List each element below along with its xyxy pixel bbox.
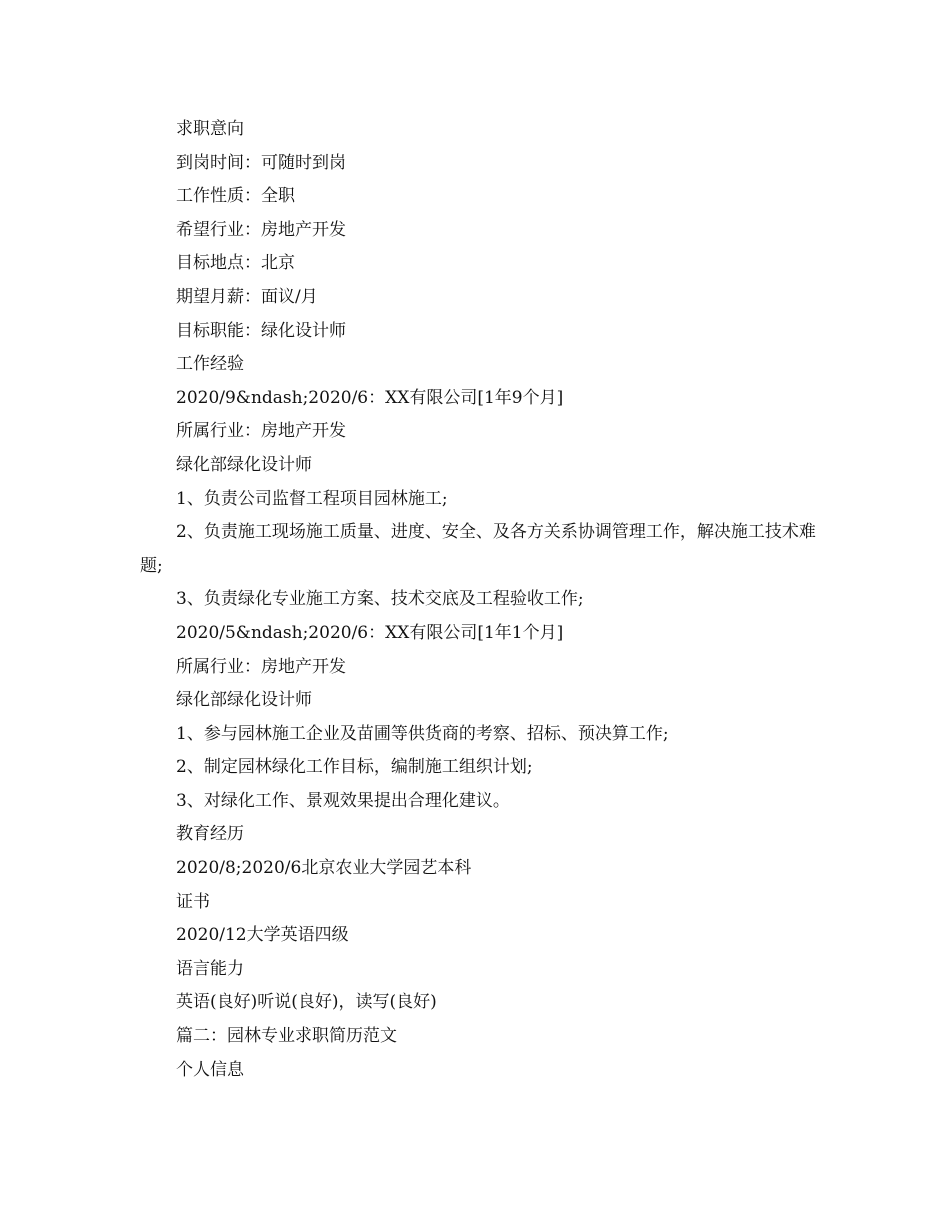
heading-job-intention: 求职意向 <box>176 119 244 139</box>
text-line: 目标地点：北京 <box>176 253 295 274</box>
text-line: 2020/5&ndash;2020/6：XX有限公司[1年1个月] <box>176 622 564 643</box>
text-line: 2、负责施工现场施工质量、进度、安全、及各方关系协调管理工作，解决施工技术难题; <box>140 522 816 576</box>
text-line: 所属行业：房地产开发 <box>176 421 346 442</box>
text-line: 2020/12大学英语四级 <box>176 925 349 946</box>
text-line: 2020/8;2020/6北京农业大学园艺本科 <box>176 858 472 879</box>
heading-education: 教育经历 <box>176 824 244 845</box>
text-line: 1、负责公司监督工程项目园林施工; <box>176 488 448 509</box>
heading-part-two: 篇二：园林专业求职简历范文 <box>176 1026 397 1047</box>
text-line: 期望月薪：面议/月 <box>176 286 318 307</box>
text-line: 目标职能：绿化设计师 <box>176 320 346 341</box>
text-line: 1、参与园林施工企业及苗圃等供货商的考察、招标、预决算工作; <box>176 723 669 744</box>
text-line: 2020/9&ndash;2020/6：XX有限公司[1年9个月] <box>176 387 564 408</box>
heading-certificates: 证书 <box>176 891 210 912</box>
text-line: 绿化部绿化设计师 <box>176 454 312 475</box>
text-line: 3、负责绿化专业施工方案、技术交底及工程验收工作; <box>176 589 584 610</box>
text-line: 到岗时间：可随时到岗 <box>176 152 346 173</box>
text-line: 所属行业：房地产开发 <box>176 656 346 677</box>
heading-personal-info: 个人信息 <box>176 1059 244 1080</box>
heading-language-skills: 语言能力 <box>176 958 244 979</box>
text-line: 希望行业：房地产开发 <box>176 219 346 240</box>
heading-work-experience: 工作经验 <box>176 354 244 375</box>
text-line: 3、对绿化工作、景观效果提出合理化建议。 <box>176 790 510 811</box>
text-line: 2、制定园林绿化工作目标，编制施工组织计划; <box>176 757 533 778</box>
text-line: 英语(良好)听说(良好)，读写(良好) <box>176 992 437 1013</box>
text-line: 绿化部绿化设计师 <box>176 690 312 711</box>
text-line: 工作性质：全职 <box>176 186 295 207</box>
document-body <box>140 113 820 1087</box>
